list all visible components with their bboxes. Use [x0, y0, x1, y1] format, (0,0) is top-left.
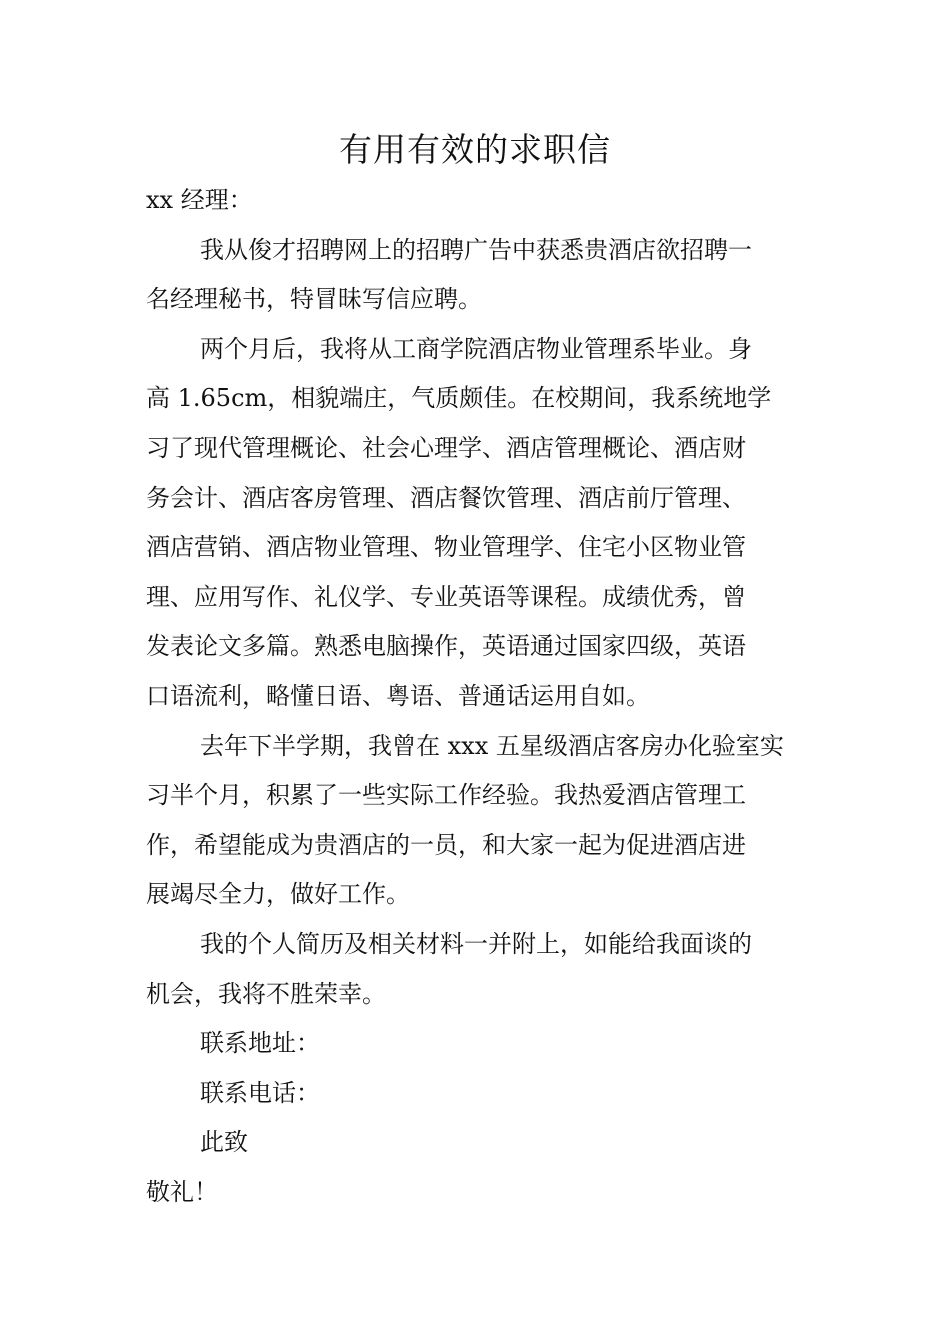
paragraph-line: 务会计、酒店客房管理、酒店餐饮管理、酒店前厅管理、 [146, 483, 746, 512]
paragraph-line: 展竭尽全力，做好工作。 [146, 880, 410, 909]
document-title: 有用有效的求职信 [339, 130, 611, 169]
paragraph-line: 酒店营销、酒店物业管理、物业管理学、住宅小区物业管 [146, 533, 746, 562]
paragraph-line: 高 1.65cm，相貌端庄，气质颇佳。在校期间，我系统地学 [146, 384, 772, 413]
paragraph-line: 理、应用写作、礼仪学、专业英语等课程。成绩优秀，曾 [146, 582, 746, 611]
paragraph-line: 我的个人简历及相关材料一并附上，如能给我面谈的 [200, 929, 752, 958]
closing: 此致 [200, 1128, 248, 1157]
paragraph-line: 习了现代管理概论、社会心理学、酒店管理概论、酒店财 [146, 433, 746, 462]
paragraph-line: 去年下半学期，我曾在 xxx 五星级酒店客房办化验室实 [200, 731, 784, 760]
paragraph-line: 习半个月，积累了一些实际工作经验。我热爱酒店管理工 [146, 781, 746, 810]
contact-address-label: 联系地址： [200, 1029, 320, 1058]
paragraph-1 [146, 226, 806, 325]
paragraph-line: 两个月后，我将从工商学院酒店物业管理系毕业。身 [200, 334, 752, 363]
paragraph-line: 机会，我将不胜荣幸。 [146, 979, 386, 1008]
paragraph-4 [146, 920, 806, 1019]
paragraph-line: 作，希望能成为贵酒店的一员，和大家一起为促进酒店进 [146, 830, 746, 859]
paragraph-line: 口语流利，略懂日语、粤语、普通话运用自如。 [146, 681, 650, 710]
letter-body [146, 176, 806, 1217]
paragraph-line: 发表论文多篇。熟悉电脑操作，英语通过国家四级，英语 [146, 632, 746, 661]
contact-phone-label: 联系电话： [200, 1078, 320, 1107]
regards: 敬礼！ [146, 1177, 218, 1206]
paragraph-2 [146, 325, 806, 722]
salutation: xx 经理： [146, 186, 253, 214]
paragraph-line: 名经理秘书，特冒昧写信应聘。 [146, 285, 482, 314]
paragraph-3 [146, 722, 806, 920]
paragraph-line: 我从俊才招聘网上的招聘广告中获悉贵酒店欲招聘一 [200, 235, 752, 264]
